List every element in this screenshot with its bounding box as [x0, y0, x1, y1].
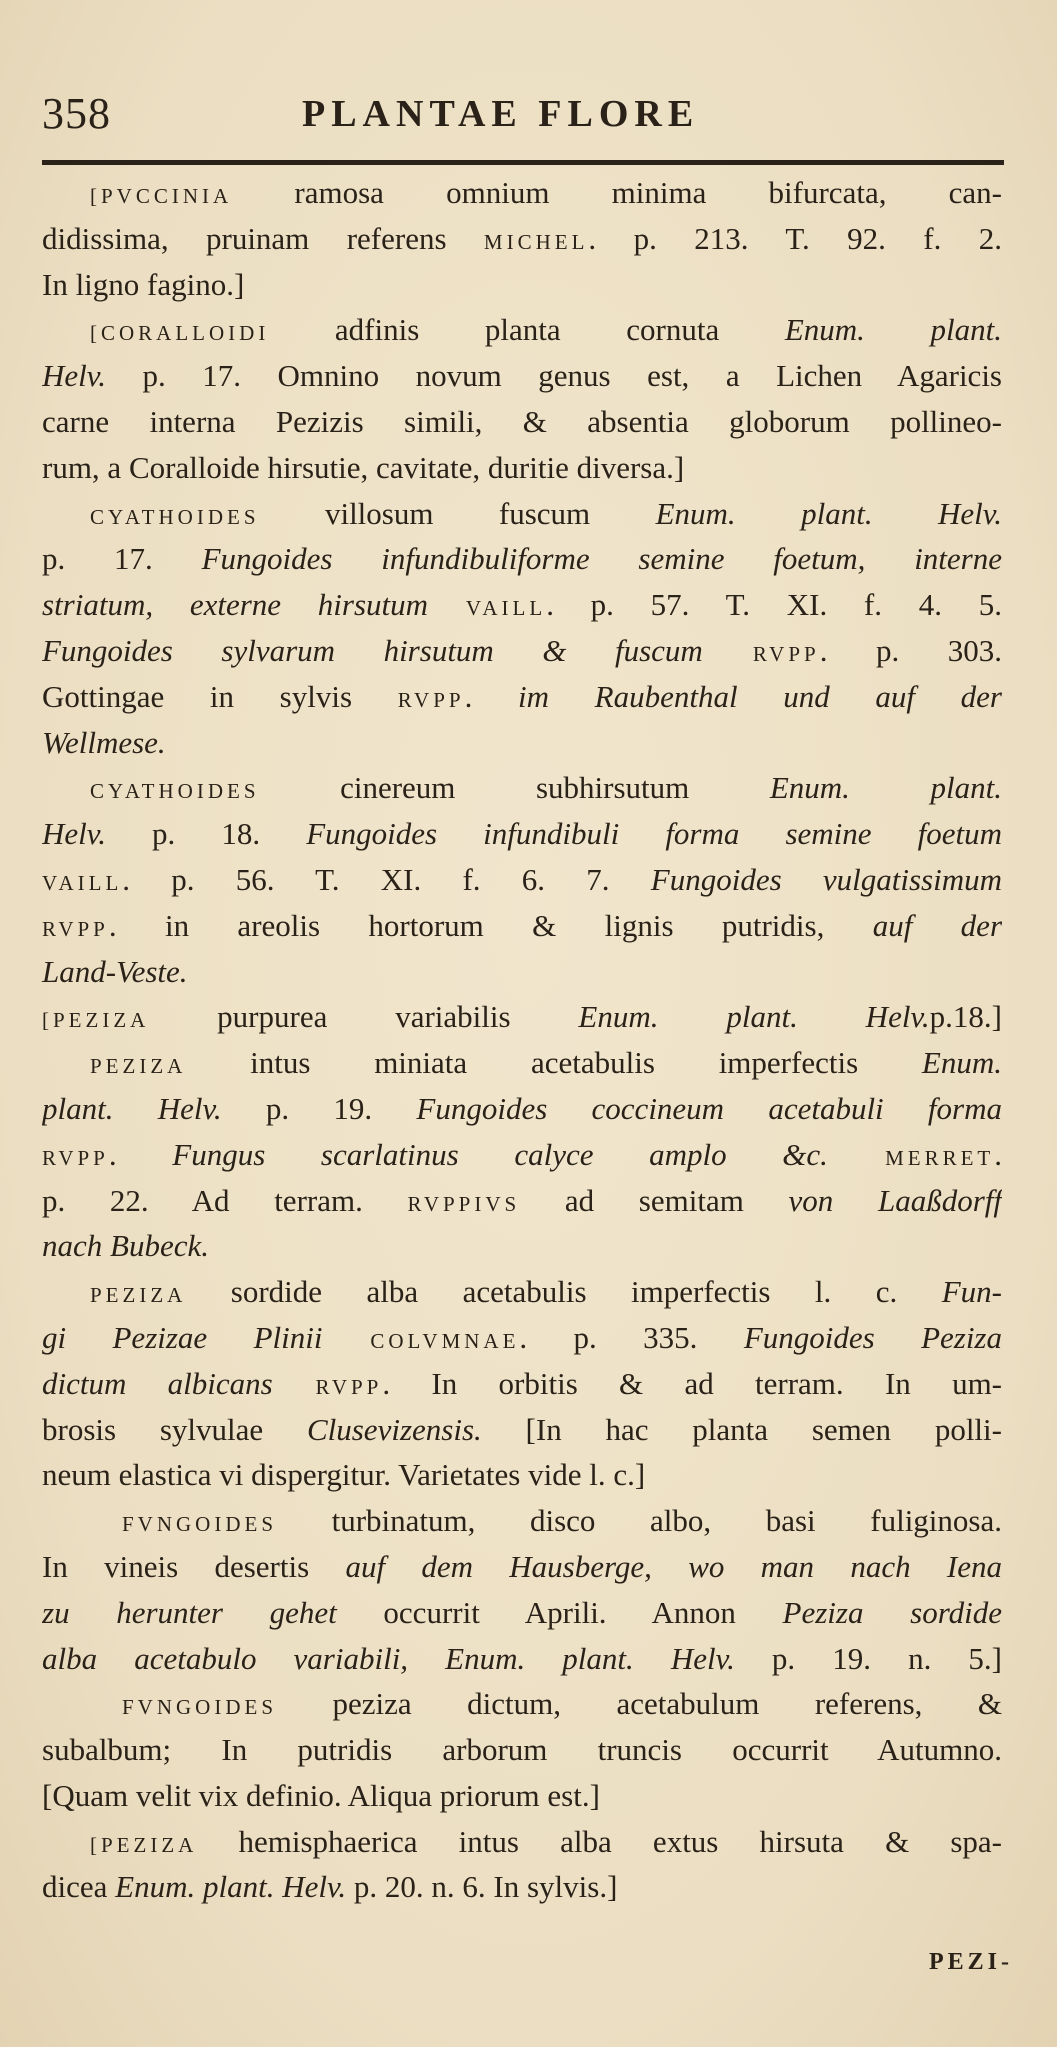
line-content: [42, 994, 1002, 1040]
text-segment: . p. 335.: [519, 1319, 744, 1355]
line-content: [42, 674, 1002, 720]
smallcaps-text: MICHEL: [483, 229, 589, 254]
smallcaps-text: PEZIZA: [90, 1054, 187, 1079]
italic-text: im Raubenthal und auf der: [517, 678, 1002, 714]
text-segment: p. 22. Ad terram.: [42, 1182, 408, 1218]
italic-text: striatum, externe hirsutum: [42, 587, 429, 623]
text-segment: cinereum subhirsutum: [259, 770, 770, 806]
text-segment: ramosa omnium minima bifurcata, can-: [232, 175, 1002, 210]
line-content: [90, 491, 1002, 537]
line-content: [122, 1498, 1002, 1544]
text-line: [42, 1590, 1002, 1636]
italic-text: Enum. plant. Helv.: [578, 999, 930, 1035]
line-content: [42, 1452, 645, 1498]
text-line: [42, 536, 1002, 582]
line-content: [42, 1773, 600, 1819]
line-content: [42, 1315, 1002, 1361]
text-line: [42, 1132, 1002, 1178]
text-segment: In vineis desertis: [42, 1548, 346, 1584]
text-segment: [In hac planta semen polli-: [481, 1411, 1002, 1447]
text-line: [42, 628, 1002, 674]
text-line: [42, 1269, 1002, 1315]
italic-text: Enum. plant.: [784, 312, 1002, 348]
text-line: [42, 1819, 1002, 1865]
line-content: [42, 445, 684, 491]
line-content: [42, 262, 244, 308]
text-line: [42, 445, 1002, 491]
line-content: [90, 1269, 1002, 1315]
text-segment: ad semitam: [520, 1182, 789, 1218]
line-content: [42, 949, 188, 995]
text-segment: [Quam velit vix definio. Aliqua priorum est.]: [42, 1777, 600, 1813]
line-content: [42, 1132, 1002, 1178]
italic-text: alba acetabulo variabili, Enum. plant. Helv.: [42, 1640, 735, 1676]
italic-text: gi Pezizae Plinii: [42, 1319, 323, 1355]
text-segment: occurrit Aprili. Annon: [336, 1594, 783, 1630]
text-segment: neum elastica vi dispergitur. Varietates vide l. c.]: [42, 1457, 646, 1493]
italic-text: auf der: [872, 907, 1002, 943]
italic-text: auf dem Hausberge, wo man nach Iena: [345, 1548, 1002, 1584]
line-content: [42, 582, 1002, 628]
italic-text: Fungoides Peziza: [743, 1319, 1002, 1355]
page-header: [42, 88, 1002, 148]
line-content: [42, 216, 1002, 262]
italic-text: Fungoides infundibuli forma semine foetum: [306, 816, 1002, 852]
line-content: [90, 1819, 1002, 1865]
text-line: [42, 1223, 1002, 1269]
smallcaps-text: VAILL: [42, 870, 123, 895]
text-segment: carne interna Pezizis simili, & absentia globorum pollineo-: [42, 403, 1002, 439]
line-content: [90, 765, 1002, 811]
text-segment: .: [108, 1136, 173, 1172]
text-line: [42, 582, 1002, 628]
text-line: [42, 1636, 1002, 1682]
text-segment: p. 19.: [221, 1090, 417, 1126]
text-segment: . p. 303.: [819, 632, 1002, 668]
text-segment: intus miniata acetabulis imperfectis: [186, 1045, 922, 1081]
text-line: [42, 1315, 1002, 1361]
line-content: [42, 1086, 1002, 1132]
line-content: [90, 170, 1002, 216]
italic-text: Peziza sordide: [782, 1594, 1002, 1630]
text-segment: . p. 57. T. XI. f. 4. 5.: [546, 587, 1002, 623]
text-line: [42, 1773, 1002, 1819]
text-segment: p.18.]: [929, 999, 1002, 1035]
text-line: [42, 399, 1002, 445]
italic-text: Enum. plant. Helv.: [115, 1869, 347, 1905]
line-content: [90, 1040, 1002, 1086]
text-line: [42, 720, 1002, 766]
text-segment: In ligno fagino.]: [42, 266, 245, 302]
text-line: [42, 491, 1002, 537]
italic-text: Fungus scarlatinus calyce amplo &c.: [172, 1136, 828, 1172]
line-content: [42, 1590, 1002, 1636]
text-segment: didissima, pruinam referens: [42, 220, 484, 256]
smallcaps-text: MERRET: [827, 1145, 995, 1170]
italic-text: zu herunter gehet: [42, 1594, 337, 1630]
line-content: [42, 903, 1002, 949]
italic-text: Wellmese.: [42, 724, 166, 760]
text-segment: peziza dictum, acetabulum referens, &: [277, 1686, 1002, 1722]
italic-text: von Laaßdorff: [788, 1182, 1002, 1218]
text-line: [42, 1178, 1002, 1224]
text-line: [42, 994, 1002, 1040]
line-content: [42, 1223, 209, 1269]
italic-text: Fungoides vulgatissimum: [650, 861, 1002, 897]
italic-text: Fungoides sylvarum hirsutum & fuscum: [42, 632, 703, 668]
text-segment: rum, a Coralloide hirsutie, cavitate, duritie diversa.]: [42, 449, 685, 485]
text-segment: . p. 56. T. XI. f. 6. 7.: [122, 861, 651, 897]
text-line: [42, 353, 1002, 399]
line-content: [42, 857, 1002, 903]
smallcaps-text: RVPP: [42, 916, 109, 941]
text-segment: . in areolis hortorum & lignis putridis,: [108, 907, 873, 943]
smallcaps-text: CYATHOIDES: [90, 779, 260, 804]
text-segment: brosis sylvulae: [42, 1411, 307, 1447]
text-segment: p. 18.: [105, 816, 307, 852]
line-content: [42, 1544, 1002, 1590]
line-content: [42, 720, 166, 766]
text-segment: Gottingae in sylvis: [42, 678, 398, 714]
text-line: [42, 1361, 1002, 1407]
line-content: [42, 1864, 617, 1910]
text-line: [42, 170, 1002, 216]
line-content: [42, 1361, 1002, 1407]
italic-text: Enum. plant. Helv.: [655, 495, 1002, 531]
italic-text: Enum. plant.: [769, 770, 1002, 806]
line-content: [90, 307, 1002, 353]
smallcaps-text: CYATHOIDES: [90, 504, 260, 529]
page-number: 358: [42, 89, 111, 138]
running-title: PLANTAE FLORE: [302, 93, 700, 135]
smallcaps-text: [PEZIZA: [42, 1008, 150, 1033]
text-segment: . p. 213. T. 92. f. 2.: [588, 220, 1002, 256]
text-line: [42, 811, 1002, 857]
text-segment: villosum fuscum: [259, 495, 656, 531]
line-content: [42, 811, 1002, 857]
line-content: [42, 536, 1002, 582]
text-line: [42, 1040, 1002, 1086]
smallcaps-text: RVPP: [702, 641, 820, 666]
smallcaps-text: RVPP: [272, 1374, 383, 1399]
page-body: [42, 170, 1002, 1910]
text-segment: . In orbitis & ad terram. In um-: [382, 1365, 1002, 1401]
text-line: [42, 262, 1002, 308]
text-line: [42, 1086, 1002, 1132]
text-line: [42, 857, 1002, 903]
text-line: [42, 903, 1002, 949]
text-segment: .: [464, 678, 518, 714]
smallcaps-text: FVNGOIDES: [122, 1512, 278, 1537]
line-content: [122, 1681, 1002, 1727]
italic-text: Helv.: [42, 816, 106, 852]
text-segment: purpurea variabilis: [149, 999, 579, 1035]
line-content: [42, 1727, 1002, 1773]
line-content: [42, 353, 1002, 399]
italic-text: Fun-: [941, 1274, 1002, 1310]
text-line: [42, 307, 1002, 353]
text-segment: p. 19. n. 5.]: [734, 1640, 1002, 1676]
text-segment: dicea: [42, 1869, 116, 1905]
italic-text: Enum.: [921, 1045, 1002, 1081]
text-line: [42, 1498, 1002, 1544]
text-segment: .: [994, 1136, 1002, 1172]
text-segment: p. 17. Omnino novum genus est, a Lichen Agaricis: [105, 358, 1002, 394]
italic-text: Helv.: [42, 358, 106, 394]
text-line: [42, 674, 1002, 720]
text-line: [42, 1452, 1002, 1498]
smallcaps-text: [CORALLOIDI: [90, 321, 270, 346]
italic-text: plant. Helv.: [42, 1090, 222, 1126]
italic-text: dictum albicans: [42, 1365, 273, 1401]
smallcaps-text: FVNGOIDES: [122, 1695, 278, 1720]
smallcaps-text: PEZIZA: [90, 1283, 187, 1308]
text-segment: turbinatum, disco albo, basi fuliginosa.: [277, 1503, 1002, 1539]
text-line: [42, 949, 1002, 995]
italic-text: Clusevizensis.: [306, 1411, 482, 1447]
text-line: [42, 216, 1002, 262]
text-line: [42, 1864, 1002, 1910]
text-line: [42, 1681, 1002, 1727]
text-segment: adfinis planta cornuta: [269, 312, 785, 348]
italic-text: nach Bubeck.: [42, 1228, 209, 1264]
smallcaps-text: [PEZIZA: [90, 1832, 198, 1857]
smallcaps-text: RVPP: [397, 687, 465, 712]
smallcaps-text: RVPP: [42, 1145, 109, 1170]
line-content: [42, 1636, 1002, 1682]
catchword: PEZI-: [928, 1949, 1013, 1975]
smallcaps-text: VAILL: [428, 596, 547, 621]
italic-text: Land-Veste.: [42, 953, 188, 989]
text-segment: p. 17.: [42, 541, 202, 577]
text-segment: p. 20. n. 6. In sylvis.]: [346, 1869, 618, 1905]
italic-text: Fungoides infundibuliforme semine foetum, interne: [201, 541, 1002, 577]
line-content: [42, 1407, 1002, 1453]
text-line: [42, 1544, 1002, 1590]
line-content: [42, 628, 1002, 674]
italic-text: Fungoides coccineum acetabuli forma: [416, 1090, 1002, 1126]
text-segment: subalbum; In putridis arborum truncis occurrit Autumno.: [42, 1732, 1002, 1768]
text-line: [42, 1727, 1002, 1773]
smallcaps-text: COLVMNAE: [322, 1328, 520, 1353]
text-segment: hemisphaerica intus alba extus hirsuta & spa-: [197, 1823, 1002, 1859]
smallcaps-text: [PVCCINIA: [90, 184, 233, 208]
smallcaps-text: RVPPIVS: [407, 1191, 521, 1216]
text-line: [42, 765, 1002, 811]
header-rule: [42, 160, 1004, 165]
line-content: [42, 399, 1002, 445]
text-segment: sordide alba acetabulis imperfectis l. c.: [186, 1274, 942, 1310]
text-line: [42, 1407, 1002, 1453]
line-content: [42, 1178, 1002, 1224]
